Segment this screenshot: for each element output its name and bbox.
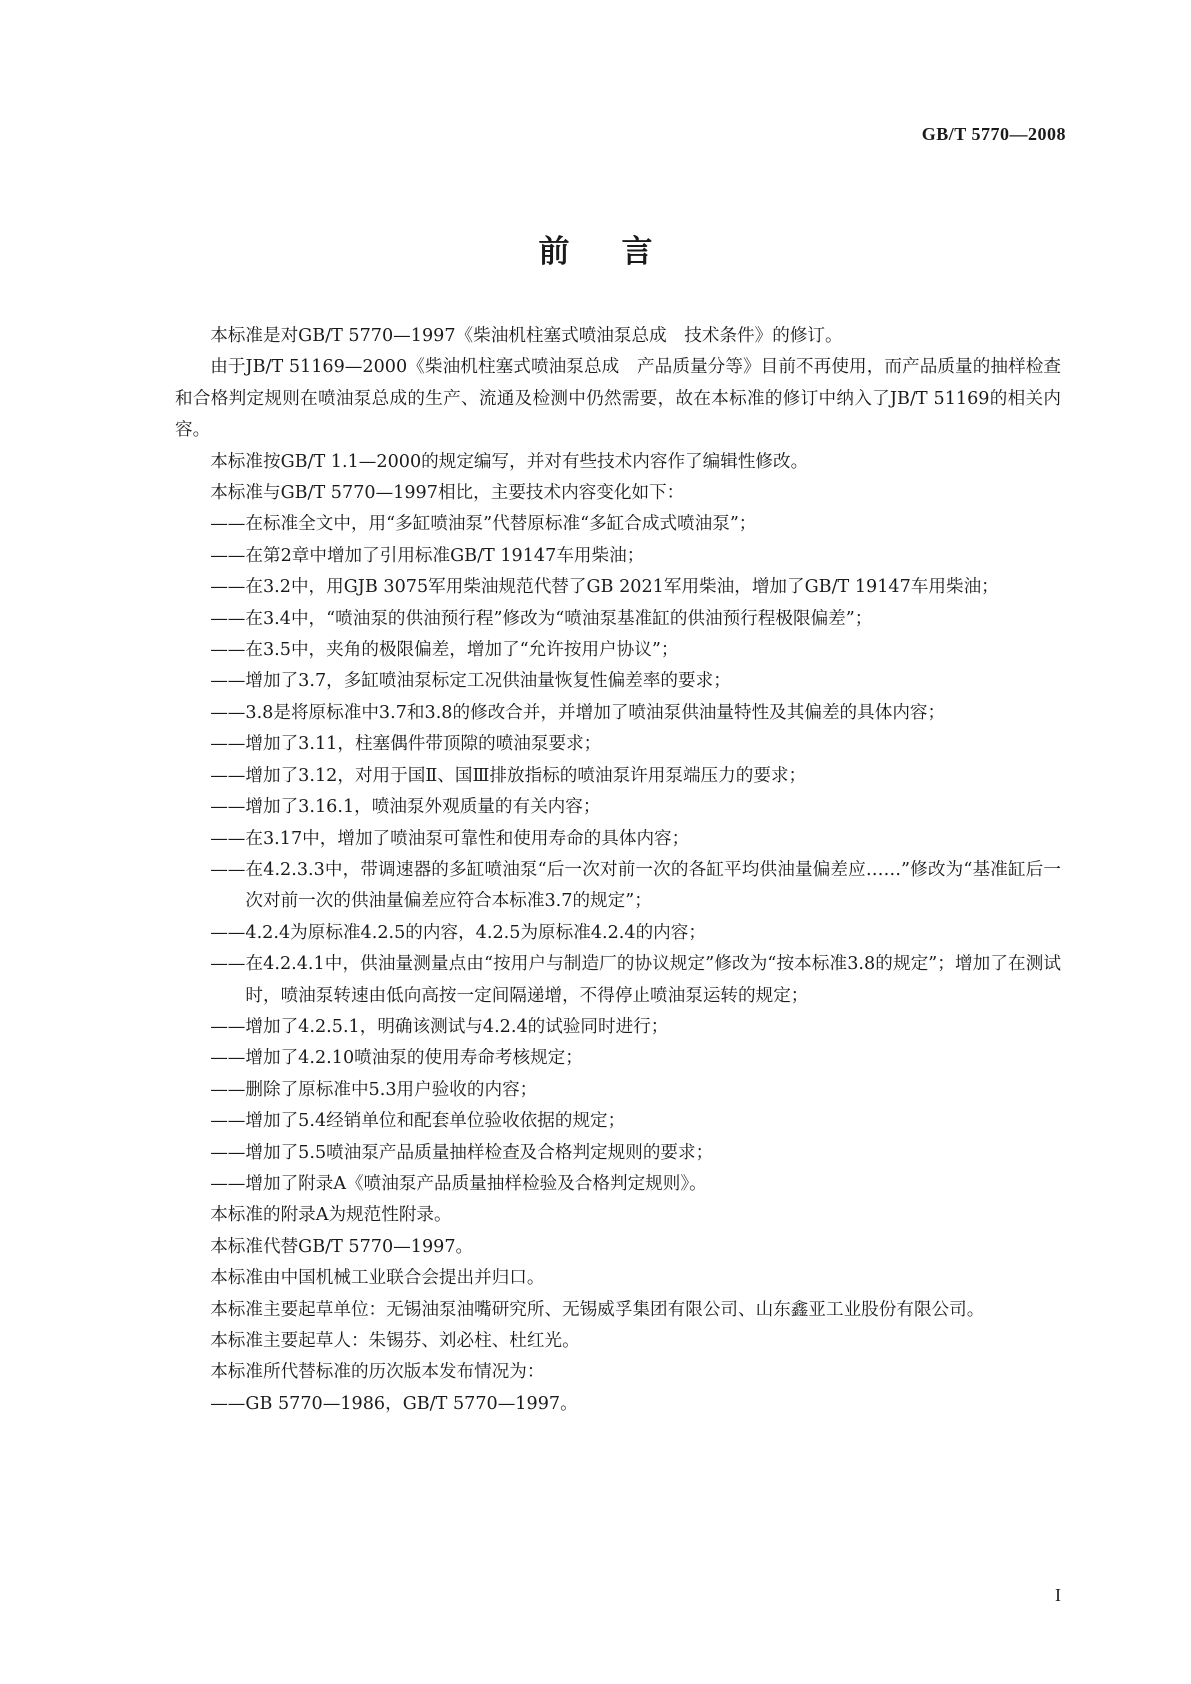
page-number: I [1055, 1585, 1061, 1605]
paragraph: 由于JB/T 51169—2000《柴油机柱塞式喷油泵总成 产品质量分等》目前不再使用，而产品质量的抽样检查和合格判定规则在喷油泵总成的生产、流通及检测中仍然需要，故在本标准的修订中纳入了JB/T 51169的相关内容。 [175, 357, 1061, 441]
list-item: ——在标准全文中，用“多缸喷油泵”代替原标准“多缸合成式喷油泵”； [210, 514, 757, 535]
list-item: ——在3.17中，增加了喷油泵可靠性和使用寿命的具体内容； [210, 828, 690, 849]
list-item: ——增加了3.7，多缸喷油泵标定工况供油量恢复性偏差率的要求； [210, 671, 731, 692]
paragraph: 本标准的附录A为规范性附录。 [210, 1205, 452, 1226]
list-item: ——4.2.4为原标准4.2.5的内容，4.2.5为原标准4.2.4的内容； [210, 922, 706, 943]
list-item: ——在3.4中，“喷油泵的供油预行程”修改为“喷油泵基准缸的供油预行程极限偏差”； [210, 608, 873, 629]
changes-list [175, 509, 1061, 1200]
list-item: ——GB 5770—1986，GB/T 5770—1997。 [210, 1393, 578, 1414]
paragraph: 本标准主要起草单位：无锡油泵油嘴研究所、无锡威孚集团有限公司、山东鑫亚工业股份有限公司。 [210, 1299, 985, 1320]
list-item: ——增加了3.16.1，喷油泵外观质量的有关内容； [210, 797, 601, 818]
list-item: ——删除了原标准中5.3用户验收的内容； [210, 1079, 538, 1100]
list-item: ——增加了5.4经销单位和配套单位验收依据的规定； [210, 1111, 626, 1132]
list-item: ——增加了5.5喷油泵产品质量抽样检查及合格判定规则的要求； [210, 1142, 714, 1163]
list-item: ——增加了3.11，柱塞偶件带顶隙的喷油泵要求； [210, 734, 602, 755]
paragraph: 本标准按GB/T 1.1—2000的规定编写，并对有些技术内容作了编辑性修改。 [210, 451, 809, 472]
paragraph: 本标准由中国机械工业联合会提出并归口。 [210, 1268, 545, 1289]
list-item: ——增加了4.2.10喷油泵的使用寿命考核规定； [210, 1048, 583, 1069]
list-item: ——在第2章中增加了引用标准GB/T 19147车用柴油； [210, 545, 645, 566]
list-item: ——增加了附录A《喷油泵产品质量抽样检验及合格判定规则》。 [210, 1173, 707, 1194]
paragraph: 本标准主要起草人：朱锡芬、刘必柱、杜红光。 [210, 1331, 580, 1351]
paragraph: 本标准与GB/T 5770—1997相比，主要技术内容变化如下： [210, 483, 685, 504]
standard-number: GB/T 5770—2008 [921, 124, 1066, 144]
paragraph: 本标准所代替标准的历次版本发布情况为： [210, 1362, 545, 1383]
history-list [175, 1389, 1061, 1420]
list-item: ——3.8是将原标准中3.7和3.8的修改合并，并增加了喷油泵供油量特性及其偏差的具体内容； [210, 702, 946, 723]
list-item: ——在4.2.3.3中，带调速器的多缸喷油泵“后一次对前一次的各缸平均供油量偏差应……”修改为“基准缸后一次对前一次的供油量偏差应符合本标准3.7的规定”； [210, 859, 1061, 912]
list-item: ——增加了3.12，对用于国Ⅱ、国Ⅲ排放指标的喷油泵许用泵端压力的要求； [210, 765, 807, 786]
list-item: ——在4.2.4.1中，供油量测量点由“按用户与制造厂的协议规定”修改为“按本标准3.8的规定”；增加了在测试时，喷油泵转速由低向高按一定间隔递增，不得停止喷油泵运转的规定； [210, 954, 1061, 1006]
page-title: 前言 [538, 234, 705, 270]
list-item: ——增加了4.2.5.1，明确该测试与4.2.4的试验同时进行； [210, 1016, 669, 1037]
paragraph: 本标准是对GB/T 5770—1997《柴油机柱塞式喷油泵总成 技术条件》的修订。 [210, 326, 843, 346]
document-body [175, 321, 1061, 1420]
paragraph: 本标准代替GB/T 5770—1997。 [210, 1236, 474, 1257]
list-item: ——在3.2中，用GJB 3075军用柴油规范代替了GB 2021军用柴油，增加了GB/T 19147车用柴油； [210, 577, 999, 598]
list-item: ——在3.5中，夹角的极限偏差，增加了“允许按用户协议”； [210, 640, 679, 661]
